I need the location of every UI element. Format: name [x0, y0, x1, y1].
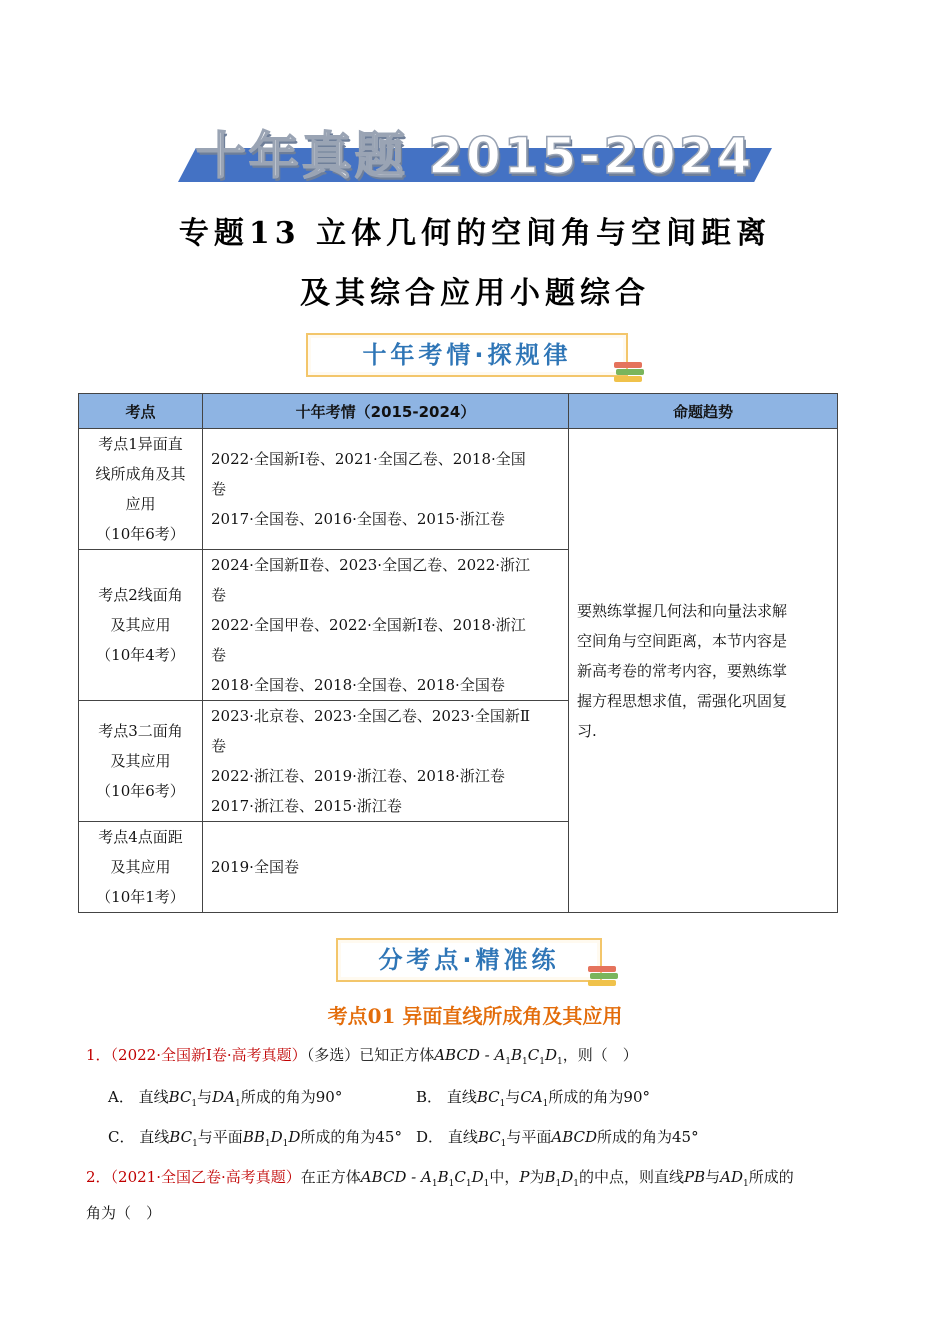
- topic-cell: [79, 550, 203, 701]
- topic-cell: [79, 429, 203, 550]
- topic-line: 及其应用: [110, 616, 171, 634]
- option-text: 所成的角为90°: [548, 1088, 650, 1106]
- math-expr: ABCD: [551, 1128, 597, 1146]
- exams-cell: [203, 822, 569, 913]
- option-d[interactable]: [416, 1124, 699, 1157]
- math-expr: $B_1D_1$: [544, 1168, 579, 1189]
- question-text: 在正方体: [300, 1168, 361, 1186]
- topic-line: 考点2线面角: [98, 586, 183, 604]
- exam-line: 卷: [211, 480, 227, 498]
- exam-line: 2017·浙江卷、2015·浙江卷: [211, 797, 402, 815]
- question-2: [86, 1164, 856, 1197]
- question-1: [86, 1042, 638, 1075]
- exam-line: 卷: [211, 586, 227, 604]
- option-letter: C．: [108, 1128, 135, 1146]
- exams-cell: [203, 550, 569, 701]
- option-text: 与: [197, 1088, 213, 1106]
- topic-line: （10年6考）: [96, 525, 185, 543]
- table-row: [79, 429, 838, 550]
- topic-line: 考点1异面直: [98, 435, 183, 453]
- option-text: 所成的角为45°: [300, 1128, 402, 1146]
- topic-line: （10年1考）: [96, 888, 185, 906]
- trend-line: 新高考卷的常考内容，要熟练掌: [577, 661, 788, 680]
- math-expr: $AD_1$: [720, 1168, 749, 1189]
- option-c[interactable]: [108, 1124, 402, 1157]
- option-text: 所成的角为45°: [597, 1128, 699, 1146]
- option-letter: D．: [416, 1128, 444, 1146]
- topic-line: （10年4考）: [96, 646, 185, 664]
- option-letter: B．: [416, 1088, 443, 1106]
- topic-cell: [79, 822, 203, 913]
- question-text: ，则（ ）: [562, 1046, 638, 1064]
- section-tag-practice: [336, 938, 602, 982]
- column-header: 考点: [79, 394, 203, 429]
- question-source: （2022·全国新Ⅰ卷·高考真题）: [110, 1046, 307, 1064]
- option-text: 与平面: [506, 1128, 552, 1146]
- question-source: （2021·全国乙卷·高考真题）: [110, 1168, 301, 1186]
- topic-title-line1: 专题13 立体几何的空间角与空间距离: [178, 216, 772, 251]
- section-tag-label: 分考点·精准练: [378, 946, 560, 974]
- math-expr: PB: [684, 1168, 706, 1186]
- topic-line: 线所成角及其: [95, 465, 186, 483]
- banner-text: 十年真题 2015-2024: [195, 127, 755, 185]
- table-header-row: [79, 394, 838, 429]
- question-text: 与: [705, 1168, 721, 1186]
- option-b[interactable]: [416, 1084, 650, 1117]
- option-a[interactable]: [108, 1084, 342, 1117]
- trend-cell: [569, 429, 838, 913]
- option-text: 与: [505, 1088, 521, 1106]
- option-text: 直线: [446, 1088, 477, 1106]
- books-icon: [614, 358, 644, 384]
- math-expr: $CA_1$: [520, 1088, 549, 1109]
- math-expr: ABCD - $A_1B_1C_1D_1$: [360, 1168, 490, 1189]
- exam-line: 2022·全国新Ⅰ卷、2021·全国乙卷、2018·全国: [211, 450, 526, 468]
- math-expr: $BC_1$: [168, 1088, 198, 1109]
- column-header: 命题趋势: [569, 394, 838, 429]
- question-text: （多选）已知正方体: [306, 1046, 435, 1064]
- option-text: 直线: [139, 1128, 170, 1146]
- question-2-line2: 角为（ ）: [86, 1204, 162, 1222]
- question-text: 为: [529, 1168, 545, 1186]
- exam-line: 2024·全国新Ⅱ卷、2023·全国乙卷、2022·浙江: [211, 556, 531, 574]
- exam-line: 2018·全国卷、2018·全国卷、2018·全国卷: [211, 676, 505, 694]
- option-letter: A．: [108, 1088, 134, 1106]
- topic-title-line2: 及其综合应用小题综合: [300, 276, 650, 311]
- trend-line: 要熟练掌握几何法和向量法求解: [577, 601, 788, 620]
- exam-line: 2023·北京卷、2023·全国乙卷、2023·全国新Ⅱ: [211, 707, 531, 725]
- trend-line: 空间角与空间距离，本节内容是: [577, 631, 788, 650]
- question-text: 的中点，则直线: [579, 1168, 685, 1186]
- column-header: 十年考情（2015-2024）: [203, 394, 569, 429]
- option-text: 直线: [138, 1088, 169, 1106]
- math-expr: $BC_1$: [169, 1128, 198, 1149]
- exam-line: 2019·全国卷: [211, 858, 299, 876]
- question-text: 中，: [489, 1168, 520, 1186]
- trend-line: 握方程思想求值，需强化巩固复: [577, 691, 788, 710]
- topic-line: 考点4点面距: [98, 828, 183, 846]
- exam-line: 卷: [211, 737, 227, 755]
- math-expr: $BC_1$: [476, 1088, 506, 1109]
- topic-line: 及其应用: [110, 858, 171, 876]
- math-expr: $DA_1$: [212, 1088, 241, 1109]
- exam-stats-table: [78, 393, 838, 913]
- topic-line: 及其应用: [110, 752, 171, 770]
- books-icon: [588, 962, 618, 988]
- math-expr: ABCD - $A_1B_1C_1D_1$: [434, 1046, 563, 1067]
- section-tag-label: 十年考情·探规律: [362, 341, 572, 369]
- exam-line: 卷: [211, 646, 227, 664]
- exam-line: 2017·全国卷、2016·全国卷、2015·浙江卷: [211, 510, 505, 528]
- section-heading: 考点01 异面直线所成角及其应用: [327, 1004, 623, 1028]
- question-number: 1．: [86, 1046, 111, 1064]
- option-text: 直线: [447, 1128, 478, 1146]
- question-number: 2．: [86, 1168, 111, 1186]
- exam-line: 2022·全国甲卷、2022·全国新Ⅰ卷、2018·浙江: [211, 616, 526, 634]
- topic-line: （10年6考）: [96, 782, 185, 800]
- ten-year-banner: [178, 112, 772, 184]
- section-tag-trends: [306, 333, 628, 377]
- exams-cell: [203, 429, 569, 550]
- topic-cell: [79, 701, 203, 822]
- math-expr: $BB_1D_1D$: [242, 1128, 301, 1149]
- exams-cell: [203, 701, 569, 822]
- topic-line: 应用: [125, 495, 156, 513]
- trend-line: 习.: [577, 721, 597, 740]
- topic-line: 考点3二面角: [98, 722, 183, 740]
- option-text: 所成的角为90°: [240, 1088, 343, 1106]
- exam-line: 2022·浙江卷、2019·浙江卷、2018·浙江卷: [211, 767, 505, 785]
- math-expr: P: [519, 1168, 530, 1186]
- option-text: 与平面: [197, 1128, 243, 1146]
- math-expr: $BC_1$: [477, 1128, 507, 1149]
- question-text: 所成的: [748, 1168, 794, 1186]
